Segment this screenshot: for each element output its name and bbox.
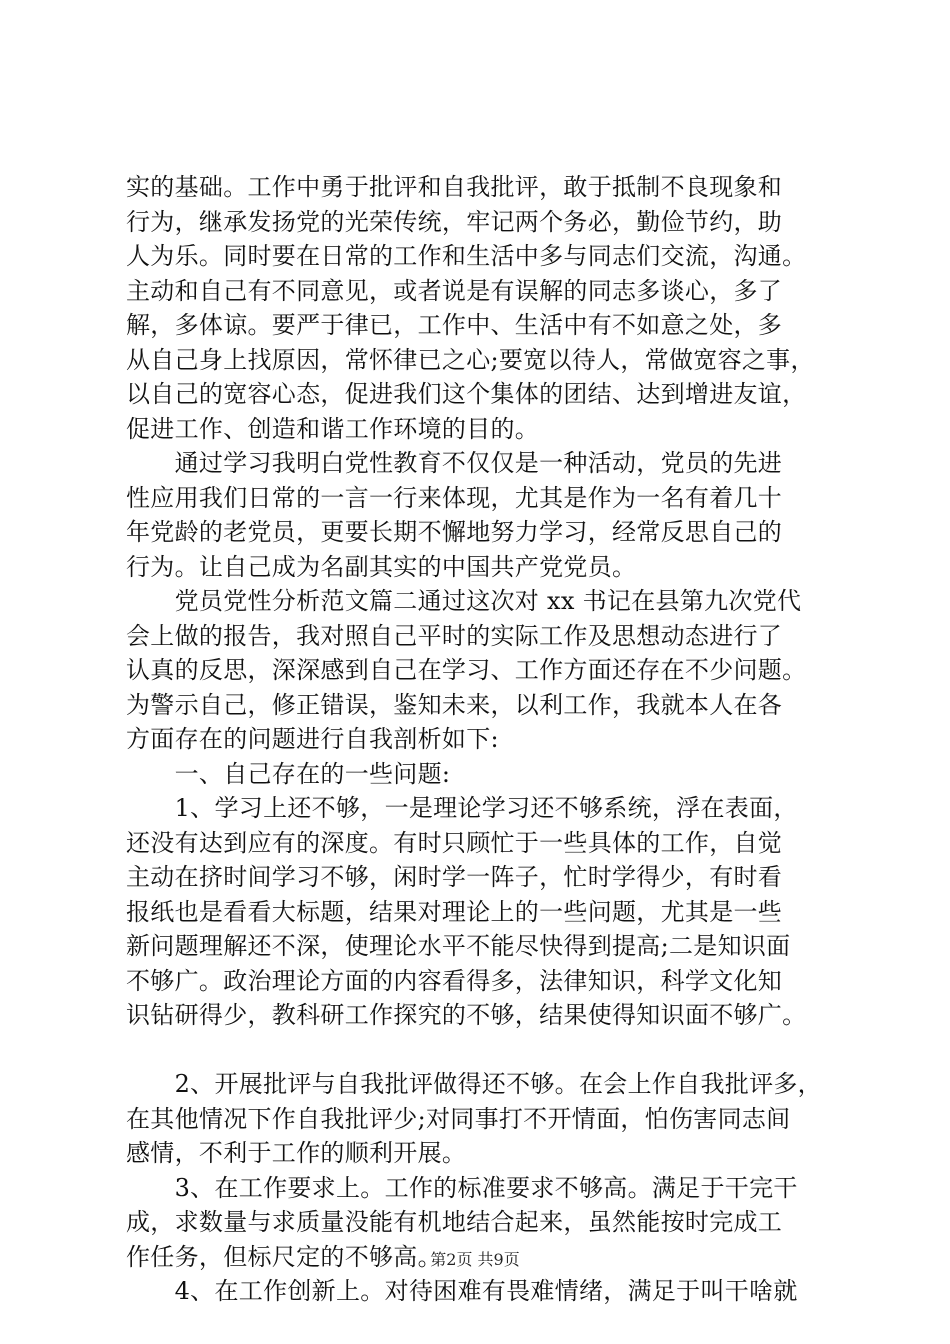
text-line: 党员党性分析范文篇二通过这次对 xx 书记在县第九次党代 <box>126 587 802 615</box>
text-line: 主动在挤时间学习不够，闲时学一阵子，忙时学得少，有时看 <box>126 863 783 891</box>
text-line: 年党龄的老党员，更要长期不懈地努力学习，经常反思自己的 <box>126 518 783 546</box>
text-line: 3、在工作要求上。工作的标准要求不够高。满足于干完干 <box>126 1173 798 1202</box>
text-line: 不够广。政治理论方面的内容看得多，法律知识，科学文化知 <box>126 966 783 995</box>
text-block-2 <box>126 1067 856 1309</box>
document-body <box>126 170 856 1309</box>
text-line: 感情，不利于工作的顺利开展。 <box>126 1139 467 1167</box>
text-line: 人为乐。同时要在日常的工作和生活中多与同志们交流，沟通。 <box>126 242 807 270</box>
text-line: 主动和自己有不同意见，或者说是有误解的同志多谈心，多了 <box>126 276 783 305</box>
text-line: 还没有达到应有的深度。有时只顾忙于一些具体的工作，自觉 <box>126 828 783 857</box>
text-line: 行为。让自己成为名副其实的中国共产党党员。 <box>126 552 637 581</box>
text-line: 促进工作、创造和谐工作环境的目的。 <box>126 414 540 443</box>
text-line: 识钻研得少，教科研工作探究的不够，结果使得知识面不够广。 <box>126 1001 807 1029</box>
text-line: 解，多体谅。要严于律已，工作中、生活中有不如意之处，多 <box>126 311 783 339</box>
text-line: 以自己的宽容心态，促进我们这个集体的团结、达到增进友谊， <box>126 380 807 408</box>
text-line: 1、学习上还不够，一是理论学习还不够系统，浮在表面， <box>126 794 798 822</box>
text-block-1 <box>126 170 856 1033</box>
text-line: 为警示自己，修正错误，鉴知未来，以利工作，我就本人在各 <box>126 690 783 719</box>
paragraph-gap <box>126 1033 856 1068</box>
text-line: 行为，继承发扬党的光荣传统，牢记两个务必，勤俭节约，助 <box>126 207 783 236</box>
text-line: 在其他情况下作自我批评少;对同事打不开情面，怕伤害同志间 <box>126 1104 791 1133</box>
text-line: 认真的反思，深深感到自己在学习、工作方面还存在不少问题。 <box>126 656 807 684</box>
text-line: 方面存在的问题进行自我剖析如下: <box>126 725 499 753</box>
text-line: 2、开展批评与自我批评做得还不够。在会上作自我批评多， <box>126 1070 822 1098</box>
text-line: 通过学习我明白党性教育不仅仅是一种活动，党员的先进 <box>126 449 783 477</box>
text-line: 新问题理解还不深，使理论水平不能尽快得到提高;二是知识面 <box>126 932 791 960</box>
text-line: 成，求数量与求质量没能有机地结合起来，虽然能按时完成工 <box>126 1208 783 1236</box>
text-line: 4、在工作创新上。对待困难有畏难情绪，满足于叫干啥就 <box>126 1277 798 1305</box>
text-line: 实的基础。工作中勇于批评和自我批评，敢于抵制不良现象和 <box>126 173 783 201</box>
text-line: 一、自己存在的一些问题: <box>126 759 451 788</box>
text-line: 从自己身上找原因，常怀律已之心;要宽以待人，常做宽容之事， <box>126 345 815 374</box>
text-line: 作任务，但标尺定的不够高。 <box>126 1242 442 1271</box>
text-line: 报纸也是看看大标题，结果对理论上的一些问题，尤其是一些 <box>126 897 783 926</box>
text-line: 性应用我们日常的一言一行来体现，尤其是作为一名有着几十 <box>126 483 783 512</box>
text-line: 会上做的报告，我对照自己平时的实际工作及思想动态进行了 <box>126 621 783 650</box>
page-footer: 第2页 共9页 <box>430 1250 520 1269</box>
